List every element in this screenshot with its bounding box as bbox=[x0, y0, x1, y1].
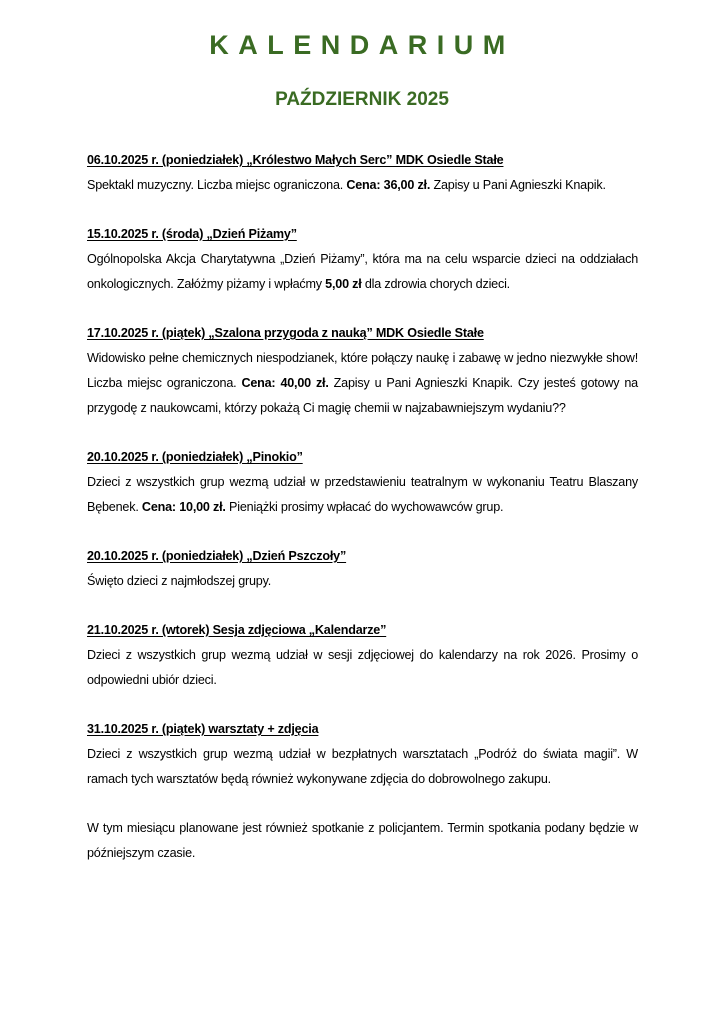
event-price: Cena: 40,00 zł. bbox=[241, 376, 329, 390]
event-header: 20.10.2025 r. (poniedziałek) „Pinokio” bbox=[87, 450, 303, 464]
event-text: Święto dzieci z najmłodszej grupy. bbox=[87, 574, 272, 588]
event-text: Spektakl muzyczny. Liczba miejsc ograniczona. bbox=[87, 178, 347, 192]
event-item bbox=[87, 148, 638, 198]
event-text: Pieniążki prosimy wpłacać do wychowawców grup. bbox=[225, 500, 504, 514]
event-header: 06.10.2025 r. (poniedziałek) „Królestwo Małych Serc” MDK Osiedle Stałe bbox=[87, 153, 504, 167]
page-title: KALENDARIUM bbox=[209, 30, 515, 60]
event-header: 31.10.2025 r. (piątek) warsztaty + zdjęcia bbox=[87, 722, 319, 736]
event-description bbox=[87, 742, 638, 792]
event-text: dla zdrowia chorych dzieci. bbox=[361, 277, 510, 291]
event-header: 15.10.2025 r. (środa) „Dzień Piżamy” bbox=[87, 227, 297, 241]
event-price: Cena: 36,00 zł. bbox=[346, 178, 431, 192]
event-description bbox=[87, 643, 638, 693]
event-text: Widowisko pełne chemicznych niespodzianek, które połączy naukę i zabawę w jedno niezwykłe show! Liczba miejsc ograniczona. bbox=[87, 351, 638, 390]
event-header: 17.10.2025 r. (piątek) „Szalona przygoda z nauką” MDK Osiedle Stałe bbox=[87, 326, 484, 340]
event-header: 21.10.2025 r. (wtorek) Sesja zdjęciowa „Kalendarze” bbox=[87, 623, 387, 637]
event-item bbox=[87, 544, 638, 594]
event-item bbox=[87, 445, 638, 520]
event-item bbox=[87, 717, 638, 792]
event-description bbox=[87, 173, 638, 198]
event-text: Zapisy u Pani Agnieszki Knapik. bbox=[430, 178, 606, 192]
event-description bbox=[87, 470, 638, 520]
event-text: Ogólnopolska Akcja Charytatywna „Dzień Piżamy”, która ma na celu wsparcie dzieci na oddziałach onkologicznych. Załóżmy piżamy i wpłaćmy bbox=[87, 252, 638, 291]
event-description bbox=[87, 569, 638, 594]
calendar-content bbox=[87, 148, 638, 866]
event-text: Zapisy u Pani Agnieszki Knapik. Czy jesteś gotowy na przygodę z naukowcami, którzy pokażą Ci magię chemii w najzabawniejszym wydaniu?? bbox=[87, 376, 638, 415]
event-text: Dzieci z wszystkich grup wezmą udział w bezpłatnych warsztatach „Podróż do świata magii”. W ramach tych warsztatów będą również wykonywane zdjęcia do dobrowolnego zakupu. bbox=[87, 747, 638, 786]
event-text: Dzieci z wszystkich grup wezmą udział w sesji zdjęciowej do kalendarzy na rok 2026. Prosimy o odpowiedni ubiór dzieci. bbox=[87, 648, 638, 687]
event-item bbox=[87, 321, 638, 421]
event-price: Cena: 10,00 zł. bbox=[141, 500, 226, 514]
event-description bbox=[87, 346, 638, 421]
event-amount: 5,00 zł bbox=[325, 277, 362, 291]
page-subtitle: PAŹDZIERNIK 2025 bbox=[275, 89, 449, 110]
event-description bbox=[87, 247, 638, 297]
event-header: 20.10.2025 r. (poniedziałek) „Dzień Pszczoły” bbox=[87, 549, 347, 563]
event-text: Dzieci z wszystkich grup wezmą udział w przedstawieniu teatralnym w wykonaniu Teatru Blaszany Bębenek. bbox=[87, 475, 638, 514]
event-item bbox=[87, 222, 638, 297]
event-item bbox=[87, 618, 638, 693]
closing-note: W tym miesiącu planowane jest również spotkanie z policjantem. Termin spotkania podany będzie w późniejszym czasie. bbox=[87, 821, 638, 860]
